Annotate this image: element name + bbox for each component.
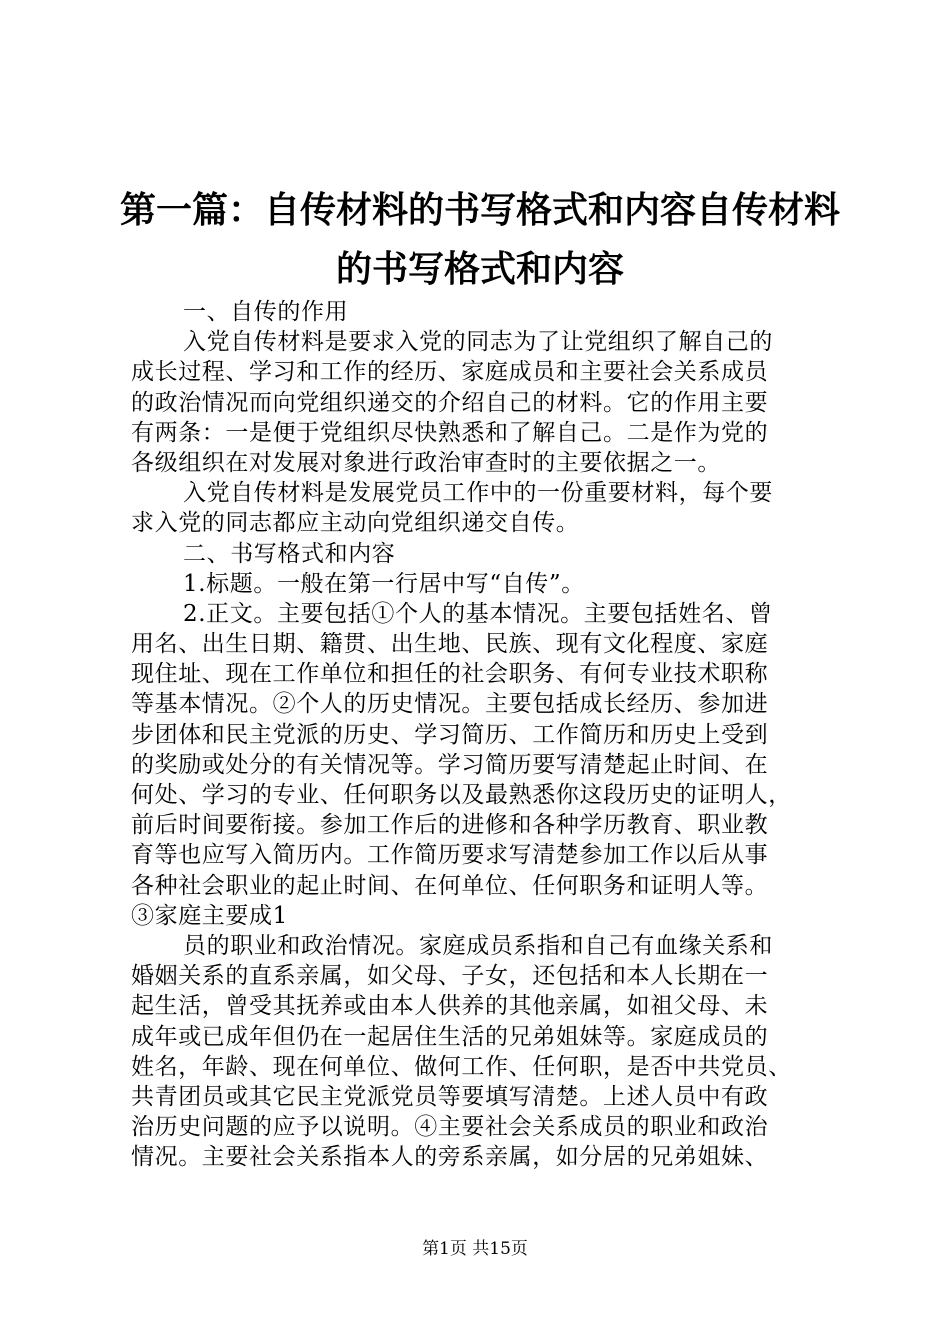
body-line: 共青团员或其它民主党派党员等要填写清楚。上述人员中有政 (131, 1083, 769, 1110)
body-line: 用名、出生日期、籍贯、出生地、民族、现有文化程度、家庭 (131, 631, 769, 658)
body-line: 入党自传材料是发展党员工作中的一份重要材料，每个要 (183, 480, 773, 507)
document-title-line-1: 第一篇：自传材料的书写格式和内容自传材料 (119, 189, 840, 231)
body-line: 步团体和民主党派的历史、学习简历、工作简历和历史上受到 (131, 721, 769, 748)
body-line: 何处、学习的专业、任何职务以及最熟悉你这段历史的证明人， (131, 782, 792, 808)
body-line: 姓名，年龄、现在何单位、做何工作、任何职，是否中共党员、 (131, 1053, 792, 1080)
body-line: 有两条：一是便于党组织尽快熟悉和了解自己。二是作为党的 (131, 419, 769, 446)
body-line: 育等也应写入简历内。工作简历要求写清楚参加工作以后从事 (131, 842, 769, 869)
body-line: 一、自传的作用 (183, 299, 349, 325)
body-line: 求入党的同志都应主动向党组织递交自传。 (131, 510, 580, 537)
body-line: 的政治情况而向党组织递交的介绍自己的材料。它的作用主要 (131, 389, 769, 416)
page-footer: 第1页 共15页 (422, 1239, 528, 1259)
document-title-line-2: 的书写格式和内容 (335, 248, 624, 290)
body-line: 现住址、现在工作单位和担任的社会职务、有何专业技术职称 (131, 661, 769, 688)
body-line: ③家庭主要成1 (131, 902, 288, 929)
body-line: 二、书写格式和内容 (183, 540, 396, 567)
body-line: 成年或已成年但仍在一起居住生活的兄弟姐妹等。家庭成员的 (131, 1023, 769, 1050)
body-line: 婚姻关系的直系亲属，如父母、子女，还包括和本人长期在一 (131, 963, 769, 990)
body-line: 各种社会职业的起止时间、在何单位、任何职务和证明人等。 (131, 872, 769, 899)
body-line: 1.标题。一般在第一行居中写“自传”。 (183, 570, 585, 597)
body-line: 成长过程、学习和工作的经历、家庭成员和主要社会关系成员 (131, 359, 769, 386)
document-body (131, 297, 831, 1172)
body-line: 员的职业和政治情况。家庭成员系指和自己有血缘关系和 (183, 932, 773, 959)
body-line: 入党自传材料是要求入党的同志为了让党组织了解自己的 (183, 329, 773, 356)
body-line: 等基本情况。②个人的历史情况。主要包括成长经历、参加进 (131, 691, 769, 718)
body-line: 治历史问题的应予以说明。④主要社会关系成员的职业和政治 (131, 1114, 769, 1141)
body-line: 情况。主要社会关系指本人的旁系亲属，如分居的兄弟姐妹、 (131, 1144, 769, 1171)
body-line: 各级组织在对发展对象进行政治审查时的主要依据之一。 (131, 449, 721, 476)
body-line: 前后时间要衔接。参加工作后的进修和各种学历教育、职业教 (131, 812, 769, 839)
body-line: 2.正文。主要包括①个人的基本情况。主要包括姓名、曾 (183, 600, 773, 627)
body-line: 起生活，曾受其抚养或由本人供养的其他亲属，如祖父母、未 (131, 993, 769, 1020)
body-line: 的奖励或处分的有关情况等。学习简历要写清楚起止时间、在 (131, 751, 769, 778)
